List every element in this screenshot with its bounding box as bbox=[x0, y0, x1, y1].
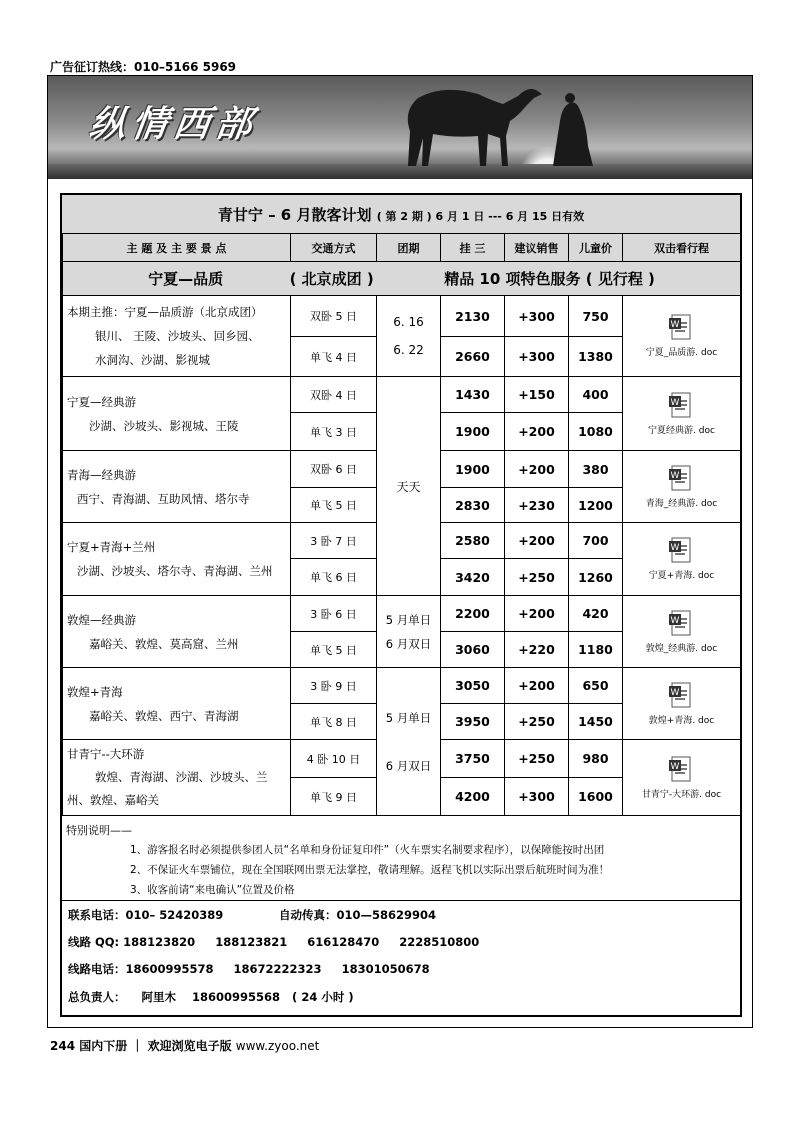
contact-phone: 联系电话：010– 52420389 bbox=[68, 908, 224, 922]
child-cell: 1260 bbox=[569, 559, 623, 596]
child-cell: 980 bbox=[569, 740, 623, 778]
suggest-cell: +230 bbox=[505, 488, 569, 523]
transport-cell: 单飞 9 日 bbox=[291, 778, 377, 816]
page-number: 244 bbox=[50, 1039, 76, 1053]
plan-title bbox=[62, 195, 740, 234]
transport-cell: 双卧 6 日 bbox=[291, 451, 377, 488]
itinerary-doc-link[interactable]: W 青海_经典游. doc bbox=[623, 451, 741, 523]
dates-cell: 5 月单日 6 月双日 bbox=[377, 668, 441, 816]
note-item: 1、游客报名时必须提供参团人员“名单和身份证复印件”（火车票实名制要求程序），以保障能按时出团 bbox=[130, 844, 605, 856]
header-cell: 儿童价 bbox=[569, 234, 623, 262]
band-left: 宁夏—品质 bbox=[148, 270, 224, 288]
svg-text:W: W bbox=[670, 615, 679, 626]
child-cell: 1180 bbox=[569, 632, 623, 668]
contact-line-phone: 线路电话：18600995578 18672222323 18301050678 bbox=[68, 962, 430, 976]
contact-owner: 总负责人： 阿里木 18600995568 ( 24 小时 ) bbox=[68, 990, 354, 1004]
plan-title-issue: ( 第 2 期 ) 6 月 1 日 --- 6 月 15 日有效 bbox=[376, 210, 585, 223]
footer-url[interactable]: www.zyoo.net bbox=[235, 1039, 320, 1053]
price-cell: 2200 bbox=[441, 596, 505, 632]
transport-cell: 单飞 8 日 bbox=[291, 704, 377, 740]
child-cell: 750 bbox=[569, 296, 623, 337]
price-cell: 4200 bbox=[441, 778, 505, 816]
suggest-cell: +250 bbox=[505, 704, 569, 740]
transport-cell: 单飞 4 日 bbox=[291, 337, 377, 377]
header-cell: 建议销售 bbox=[505, 234, 569, 262]
transport-cell: 单飞 5 日 bbox=[291, 488, 377, 523]
transport-cell: 4 卧 10 日 bbox=[291, 740, 377, 778]
price-cell: 3050 bbox=[441, 668, 505, 704]
suggest-cell: +200 bbox=[505, 523, 569, 559]
itinerary-doc-link[interactable]: W 敦煌+青海. doc bbox=[623, 668, 741, 740]
header-cell: 团期 bbox=[377, 234, 441, 262]
itinerary-doc-link[interactable]: W 甘青宁-大环游. doc bbox=[623, 740, 741, 816]
price-cell: 1900 bbox=[441, 451, 505, 488]
page-footer bbox=[50, 1037, 319, 1054]
suggest-cell: +300 bbox=[505, 296, 569, 337]
suggest-cell: +300 bbox=[505, 778, 569, 816]
route-cell: 宁夏—经典游 沙湖、沙坡头、影视城、王陵 bbox=[63, 377, 291, 451]
table-row bbox=[63, 377, 741, 413]
ad-hotline: 广告征订热线：010–5166 5969 bbox=[50, 60, 237, 74]
band-right: 精品 10 项特色服务 ( 见行程 ) bbox=[444, 270, 655, 288]
transport-cell: 3 卧 9 日 bbox=[291, 668, 377, 704]
word-doc-icon bbox=[669, 610, 695, 638]
feature-band bbox=[63, 262, 741, 296]
price-cell: 2130 bbox=[441, 296, 505, 337]
child-cell: 1200 bbox=[569, 488, 623, 523]
child-cell: 380 bbox=[569, 451, 623, 488]
contact-qq: 线路 QQ: 188123820 188123821 616128470 2228510800 bbox=[68, 935, 480, 949]
route-cell: 敦煌+青海 嘉峪关、敦煌、西宁、青海湖 bbox=[63, 668, 291, 740]
price-cell: 2580 bbox=[441, 523, 505, 559]
suggest-cell: +200 bbox=[505, 451, 569, 488]
svg-text:W: W bbox=[670, 320, 679, 330]
transport-cell: 3 卧 7 日 bbox=[291, 523, 377, 559]
banner bbox=[48, 76, 752, 179]
word-doc-icon bbox=[669, 682, 695, 710]
child-cell: 1600 bbox=[569, 778, 623, 816]
child-cell: 420 bbox=[569, 596, 623, 632]
svg-text:W: W bbox=[670, 687, 679, 698]
table-row bbox=[63, 668, 741, 704]
header-cell: 交通方式 bbox=[291, 234, 377, 262]
suggest-cell: +150 bbox=[505, 377, 569, 413]
table-row bbox=[63, 296, 741, 337]
transport-cell: 单飞 3 日 bbox=[291, 413, 377, 451]
price-cell: 3950 bbox=[441, 704, 505, 740]
price-cell: 3420 bbox=[441, 559, 505, 596]
footer-section: 国内下册 ｜ 欢迎浏览电子版 bbox=[79, 1039, 232, 1053]
dates-cell: 6. 16 6. 22 bbox=[377, 296, 441, 377]
suggest-cell: +200 bbox=[505, 668, 569, 704]
price-cell: 3060 bbox=[441, 632, 505, 668]
table-row bbox=[63, 596, 741, 632]
child-cell: 400 bbox=[569, 377, 623, 413]
suggest-cell: +250 bbox=[505, 740, 569, 778]
suggest-cell: +200 bbox=[505, 596, 569, 632]
itinerary-doc-link[interactable]: W 宁夏+青海. doc bbox=[623, 523, 741, 596]
word-doc-icon bbox=[669, 537, 695, 565]
word-doc-icon bbox=[669, 392, 695, 420]
transport-cell: 双卧 4 日 bbox=[291, 377, 377, 413]
note-item: 2、不保证火车票铺位，现在全国联网出票无法掌控，敬请理解。返程飞机以实际出票后航班时间为准！ bbox=[130, 864, 610, 876]
notes-title: 特别说明—— bbox=[66, 824, 132, 837]
route-cell: 青海—经典游 西宁、青海湖、互助风情、塔尔寺 bbox=[63, 451, 291, 523]
price-cell: 1430 bbox=[441, 377, 505, 413]
price-cell: 2660 bbox=[441, 337, 505, 377]
contact-block bbox=[62, 900, 740, 1004]
table-header bbox=[63, 234, 741, 262]
dates-cell: 5 月单日 6 月双日 bbox=[377, 596, 441, 668]
transport-cell: 单飞 5 日 bbox=[291, 632, 377, 668]
route-cell: 宁夏+青海+兰州 沙湖、沙坡头、塔尔寺、青海湖、兰州 bbox=[63, 523, 291, 596]
word-doc-icon bbox=[669, 314, 695, 342]
child-cell: 1380 bbox=[569, 337, 623, 377]
transport-cell: 单飞 6 日 bbox=[291, 559, 377, 596]
transport-cell: 3 卧 6 日 bbox=[291, 596, 377, 632]
price-cell: 2830 bbox=[441, 488, 505, 523]
word-doc-icon bbox=[669, 756, 695, 784]
header-cell: 挂 三 bbox=[441, 234, 505, 262]
suggest-cell: +300 bbox=[505, 337, 569, 377]
price-cell: 3750 bbox=[441, 740, 505, 778]
route-cell: 本期主推：宁夏—品质游（北京成团） 银川、 王陵、沙坡头、回乡园、 水洞沟、沙湖、影视城 bbox=[63, 296, 291, 377]
banner-logo: 纵情西部 bbox=[86, 103, 261, 145]
note-item: 3、收客前请“来电确认”位置及价格 bbox=[130, 884, 295, 896]
plan-title-main: 青甘宁 – 6 月散客计划 bbox=[217, 206, 372, 224]
child-cell: 1450 bbox=[569, 704, 623, 740]
child-cell: 1080 bbox=[569, 413, 623, 451]
route-cell: 敦煌—经典游 嘉峪关、敦煌、莫高窟、兰州 bbox=[63, 596, 291, 668]
itinerary-doc-link[interactable]: W 宁夏经典游. doc bbox=[623, 377, 741, 451]
contact-fax: 自动传真：010—58629904 bbox=[279, 908, 437, 922]
svg-text:W: W bbox=[670, 761, 679, 772]
suggest-cell: +250 bbox=[505, 559, 569, 596]
header-cell: 主 题 及 主 要 景 点 bbox=[63, 234, 291, 262]
child-cell: 700 bbox=[569, 523, 623, 559]
word-doc-icon bbox=[669, 465, 695, 493]
itinerary-doc-link[interactable]: W 敦煌_经典游. doc bbox=[623, 596, 741, 668]
header-cell: 双击看行程 bbox=[623, 234, 741, 262]
svg-text:W: W bbox=[670, 470, 679, 481]
suggest-cell: +200 bbox=[505, 413, 569, 451]
band-mid: ( 北京成团 ) bbox=[289, 270, 374, 288]
transport-cell: 双卧 5 日 bbox=[291, 296, 377, 337]
dates-cell: 天天 bbox=[377, 377, 441, 596]
tour-table bbox=[62, 233, 741, 816]
svg-text:W: W bbox=[670, 397, 679, 408]
itinerary-doc-link[interactable]: W 宁夏_品质游. doc bbox=[623, 296, 741, 377]
price-cell: 1900 bbox=[441, 413, 505, 451]
svg-text:W: W bbox=[670, 543, 679, 553]
route-cell: 甘青宁--大环游 敦煌、青海湖、沙湖、沙坡头、兰 州、敦煌、嘉峪关 bbox=[63, 740, 291, 816]
child-cell: 650 bbox=[569, 668, 623, 704]
suggest-cell: +220 bbox=[505, 632, 569, 668]
